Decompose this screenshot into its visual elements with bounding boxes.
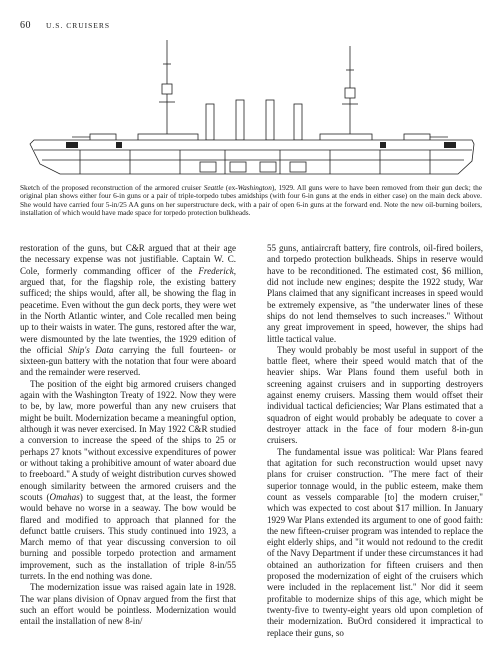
paragraph — [20, 243, 236, 379]
ship-name: Frederick — [198, 265, 234, 276]
caption-text: ), 1929. All guns were to have been removed from their gun deck; the original plan shows either four 6-in guns or a pair of triple-torpedo tubes amidships (with four 6-in guns at the ends in either case) on the main deck above. She would have carried four 5-in/25 AA guns on her superstructure deck, with a pair of open 6-in guns at the forward end. Note the new oil-burning boilers, installation of which would have made space for torpedo protection bulkheads. — [20, 183, 482, 218]
text-run: The position of the eight big armored cruisers changed again with the Washington Treaty of 1922. Now they were to be, by law, more powerful than any new cruisers that might be built. Modernization became a meaningful option, although it was never exercised. In May 1922 C&R studied a conversion to increase the speed of the ships to 25 or perhaps 27 knots "without excessive expenditures of power or without taking a prohibitive amount of water aboard due to freeboard." A study of weight distribution curves showed enough similarity between the armored cruisers and the scouts ( — [20, 378, 237, 502]
ship-profile-drawing — [20, 36, 482, 182]
text-run: restoration of the guns, but C&R argued that at their age the necessary expense was not justifiable. Captain W. C. Cole, formerly commanding officer of the — [20, 243, 236, 276]
caption-text: Sketch of the proposed reconstruction of the armored cruiser — [20, 183, 204, 192]
figure-caption — [20, 184, 482, 218]
paragraph: The modernization issue was raised again late in 1928. The war plans division of Opnav argued from the first that such an effort would be pointless. Modernization would entail the installation of new 8-in/ — [20, 582, 236, 627]
paragraph: The fundamental issue was political: War Plans feared that agitation for such reconstruction would upset navy plans for cruiser construction. "The mere fact of their superior tonnage would, in the public esteem, make them count as vessels comparable [to] the modern cruiser," which was expected to cost about $17 million. In January 1929 War Plans extended its argument to one of good faith: the new fifteen-cruiser program was intended to replace the eight elderly ships, and "it would not redound to the credit of the Navy Department if under these circumstances it had obtained an authorization for fifteen cruisers and then proposed the modernization of eight of the cruisers which were included in the replacement list." Nor did it seem profitable to modernize ships of this age, which might be twenty-five to twenty-eight years old upon completion of their modernization. BuOrd considered it impractical to replace their guns, so — [267, 446, 483, 638]
paragraph: They would probably be most useful in support of the battle fleet, where their speed would match that of the heavier ships. War Plans found them useful both in screening against cruisers and in supporting destroyers against enemy cruisers. Massing them would offset their individual tactical deficiencies; War Plans estimated that a squadron of eight would probably be adequate to cover a destroyer attack in the face of four modern 8-in-gun cruisers. — [267, 344, 483, 446]
text-column-left — [20, 243, 236, 628]
publication-title: Ship's Data — [68, 344, 114, 355]
text-run: carrying the full fourteen- or sixteen-gun battery with the notation that four were aboard and the remainder were reserved. — [20, 344, 236, 378]
paragraph: 55 guns, antiaircraft battery, fire controls, oil-fired boilers, and torpedo protection bulkheads. Ships in reserve would have to be reconditioned. The estimated cost, $6 million, did not include new engines; despite the 1922 study, War Plans claimed that any significant increases in speed would be extremely expensive, as "the underwater lines of these ships do not lend themselves to such increases." Without any great improvement in speed, however, the ships had little tactical value. — [267, 243, 483, 344]
caption-text: (ex- — [223, 183, 238, 192]
caption-ship-exname: Washington — [237, 183, 272, 192]
text-column-right — [267, 243, 483, 639]
running-head: U.S. CRUISERS — [46, 21, 111, 30]
page-header — [20, 20, 110, 31]
ship-class-name: Omahas — [49, 491, 80, 502]
text-run: ) to suggest that, at the least, the former would behave no worse in a seaway. The bow would be flared and modified to approach that planned for the defunct battle cruisers. This study continued into 1923, a March memo of that year discussing conversion to oil burning and possible torpedo protection and armament improvement, such as the installation of triple 8-in/55 turrets. In the end nothing was done. — [20, 491, 236, 582]
caption-ship-name: Seattle — [203, 183, 224, 192]
text-run: , argued that, for the flagship role, the existing battery sufficed; the ships would, after all, be showing the flag in peacetime. Even without the gun deck ports, they were wet in the North Atlantic winter, and Cole recalled men being up to their waists in water. The guns, restored after the war, were dismounted by the late twenties, the 1929 edition of the official — [20, 265, 237, 355]
paragraph — [20, 379, 236, 583]
page-number: 60 — [20, 20, 31, 31]
